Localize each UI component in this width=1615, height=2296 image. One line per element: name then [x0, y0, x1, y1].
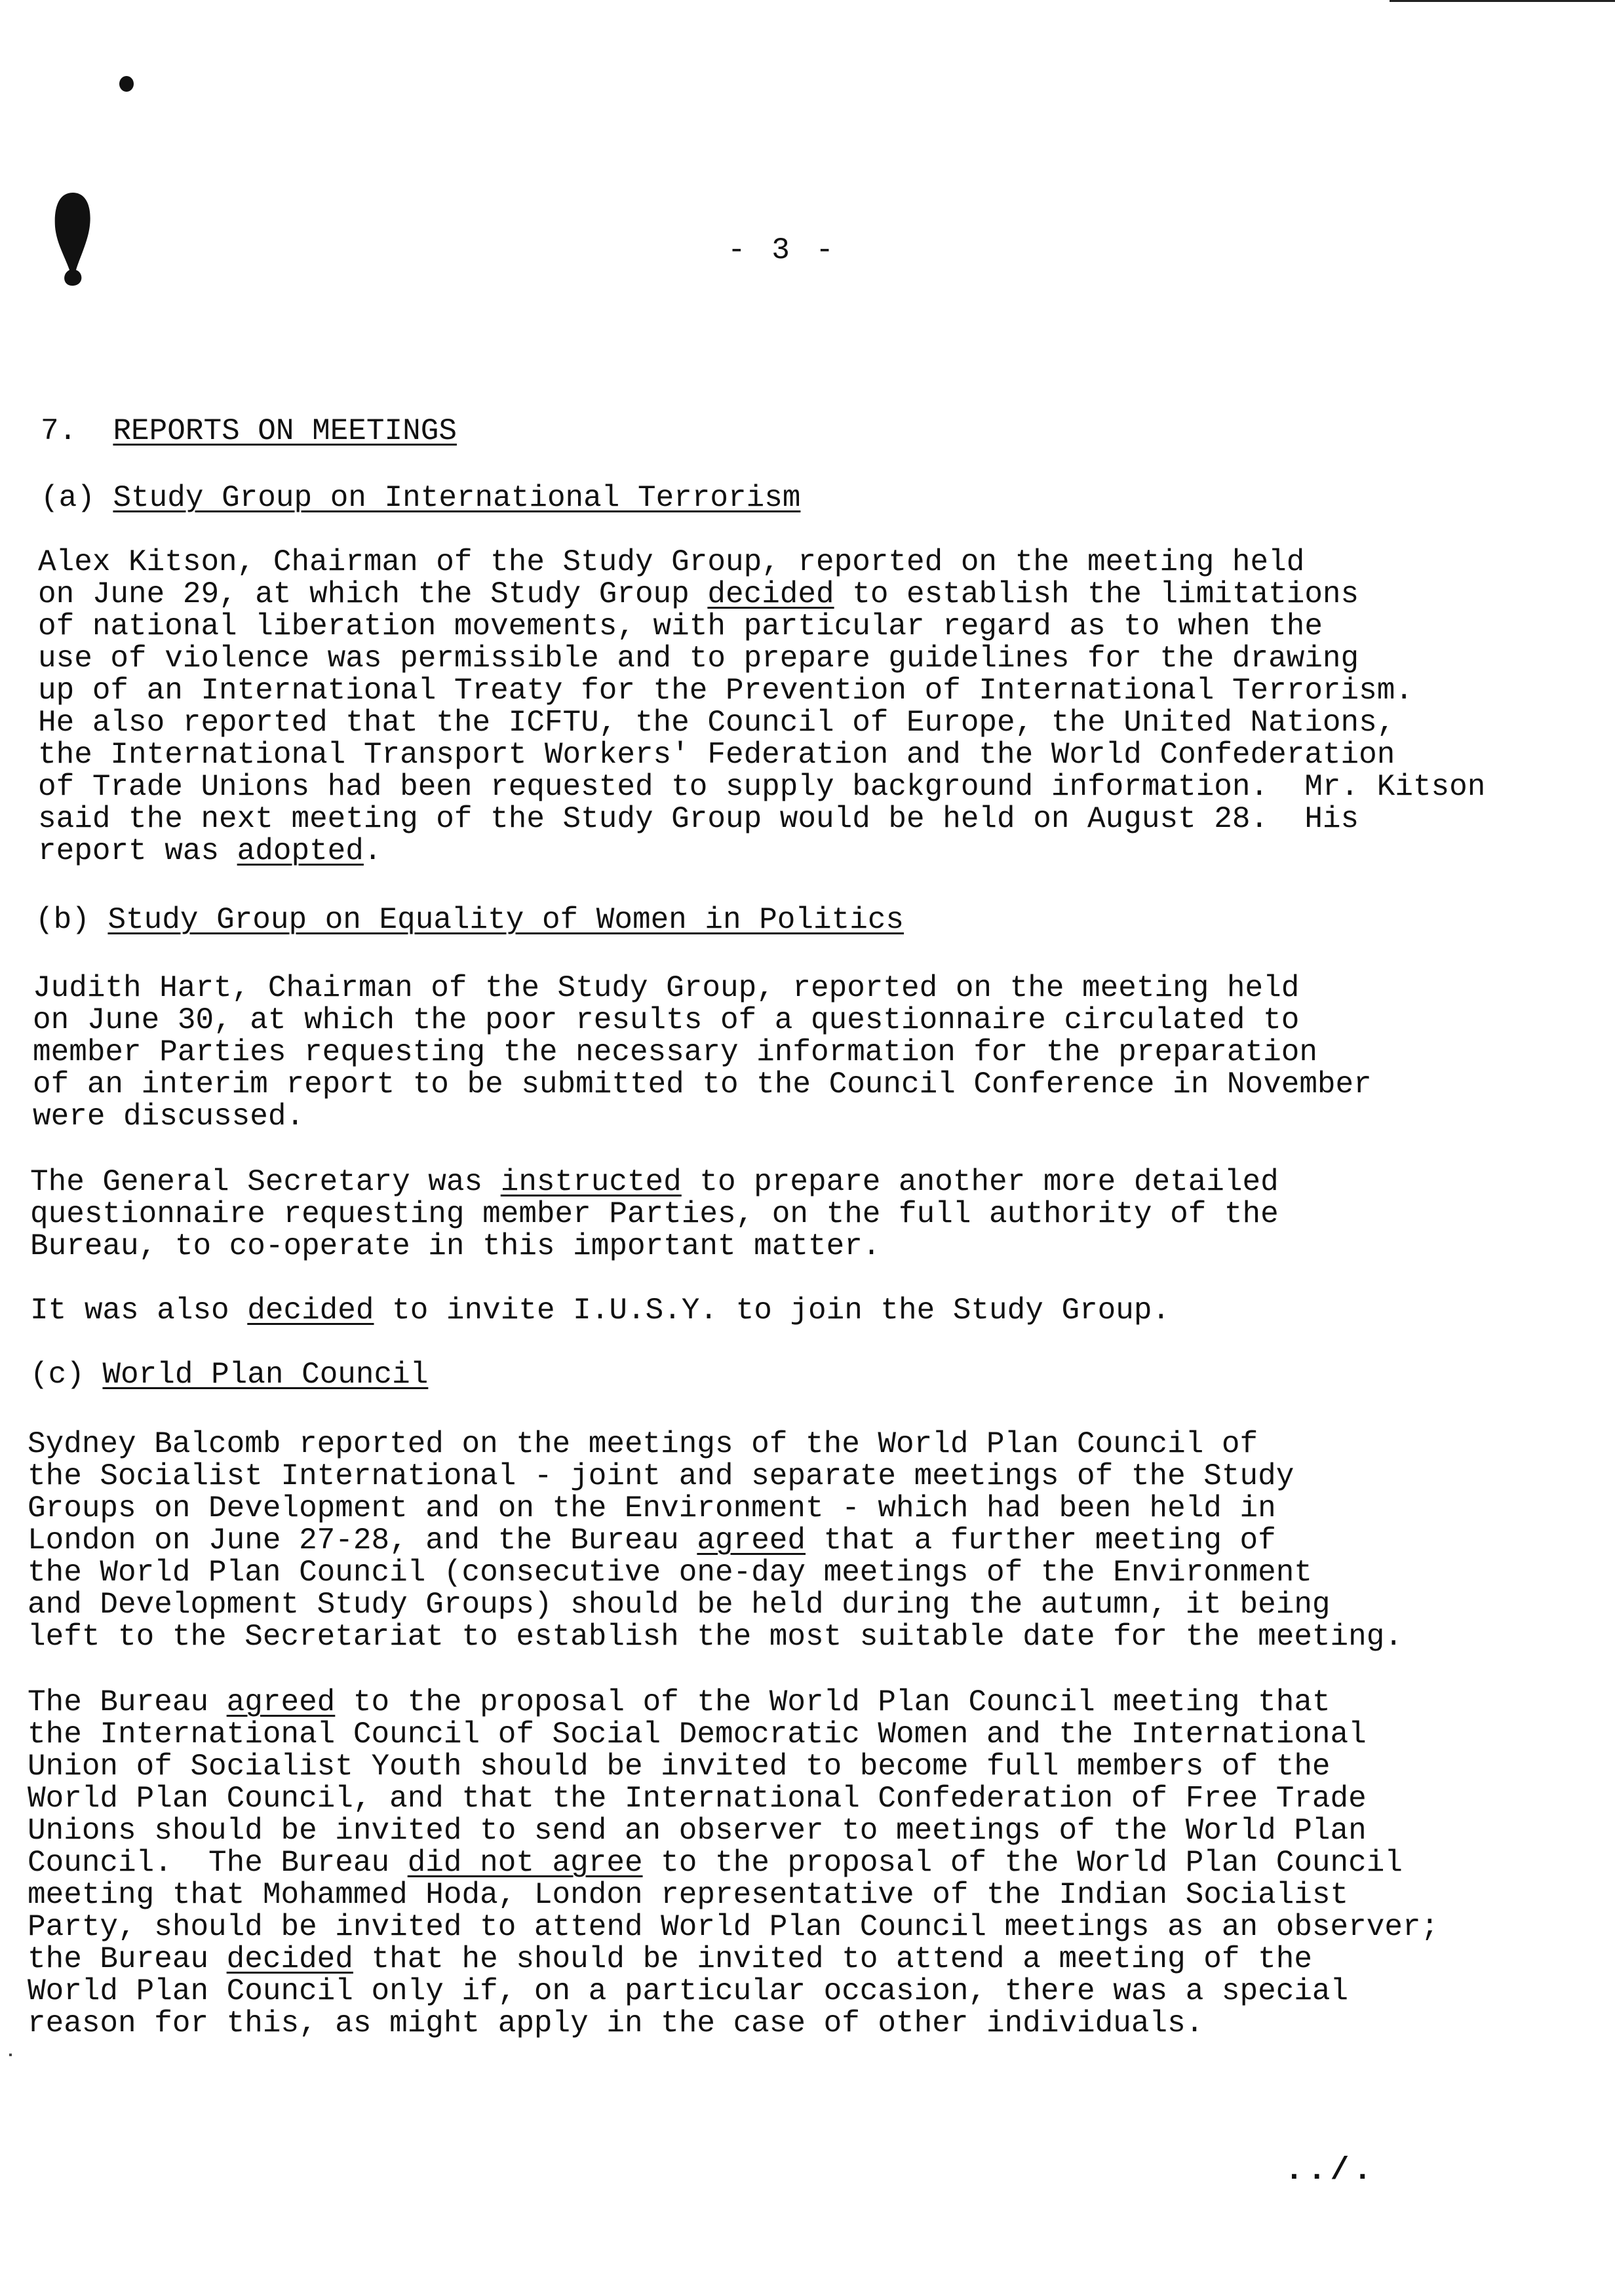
text-line: were discussed.: [33, 1100, 305, 1134]
text-line: Unions should be invited to send an observer to meetings of the World Plan: [28, 1814, 1367, 1848]
subsection-c-title: World Plan Council: [102, 1358, 429, 1392]
text-line: The General Secretary was instructed to prepare another more detailed: [30, 1165, 1279, 1199]
section-heading: [41, 414, 457, 448]
emphasis-decided: decided: [707, 577, 834, 611]
emphasis-instructed: instructed: [500, 1165, 682, 1199]
text-line: Judith Hart, Chairman of the Study Group, reported on the meeting held: [33, 971, 1300, 1005]
ink-dot-mark: [119, 76, 134, 92]
emphasis-decided: decided: [247, 1293, 374, 1328]
text-line: the International Transport Workers' Federation and the World Confederation: [38, 738, 1395, 772]
emphasis-did-not-agree: did not agree: [407, 1846, 643, 1880]
text-line: up of an International Treaty for the Prevention of International Terrorism.: [38, 674, 1413, 708]
text-line: World Plan Council, and that the International Confederation of Free Trade: [28, 1782, 1367, 1816]
subsection-b-paragraph-2: [30, 1166, 1279, 1263]
text-line: of national liberation movements, with particular regard as to when the: [38, 609, 1323, 643]
subsection-a-title: Study Group on International Terrorism: [113, 481, 801, 515]
text-line: London on June 27-28, and the Bureau agreed that a further meeting of: [28, 1523, 1276, 1558]
section-number: 7.: [41, 414, 77, 448]
subsection-c-paragraph-1: [28, 1428, 1403, 1653]
emphasis-agreed: agreed: [226, 1685, 336, 1719]
subsection-b-paragraph-3: [30, 1295, 1170, 1327]
subsection-b-heading: [35, 903, 904, 937]
text-line: He also reported that the ICFTU, the Council of Europe, the United Nations,: [38, 706, 1395, 740]
subsection-c-label: (c): [30, 1358, 85, 1392]
subsection-a-label: (a): [41, 481, 95, 515]
subsection-c-heading: [30, 1358, 428, 1392]
text-line: the Bureau decided that he should be invited to attend a meeting of the: [28, 1942, 1312, 1976]
text-line: left to the Secretariat to establish the most suitable date for the meeting.: [28, 1620, 1403, 1654]
ink-blot-mark: [50, 190, 96, 288]
text-line: of an interim report to be submitted to the Council Conference in November: [33, 1067, 1372, 1101]
text-line: It was also decided to invite I.U.S.Y. to join the Study Group.: [30, 1293, 1171, 1328]
text-line: Council. The Bureau did not agree to the proposal of the World Plan Council: [28, 1846, 1403, 1880]
subsection-b-title: Study Group on Equality of Women in Politics: [107, 903, 905, 937]
emphasis-decided: decided: [226, 1942, 353, 1976]
text-line: report was adopted.: [38, 834, 382, 868]
text-line: The Bureau agreed to the proposal of the World Plan Council meeting that: [28, 1685, 1331, 1719]
text-line: the International Council of Social Democratic Women and the International: [28, 1717, 1367, 1751]
text-line: and Development Study Groups) should be held during the autumn, it being: [28, 1588, 1331, 1622]
page-number: - 3 -: [728, 233, 838, 267]
text-line: use of violence was permissible and to prepare guidelines for the drawing: [38, 641, 1359, 676]
text-line: member Parties requesting the necessary information for the preparation: [33, 1035, 1317, 1069]
text-line: reason for this, as might apply in the case of other individuals.: [28, 2006, 1204, 2040]
text-line: questionnaire requesting member Parties, on the full authority of the: [30, 1197, 1279, 1231]
subsection-b-paragraph-1: [33, 972, 1372, 1133]
text-line: Alex Kitson, Chairman of the Study Group, reported on the meeting held: [38, 545, 1305, 579]
emphasis-agreed: agreed: [697, 1523, 806, 1558]
text-line: Groups on Development and on the Environment - which had been held in: [28, 1491, 1276, 1525]
text-line: Party, should be invited to attend World Plan Council meetings as an observer;: [28, 1910, 1439, 1944]
text-line: meeting that Mohammed Hoda, London representative of the Indian Socialist: [28, 1878, 1349, 1912]
text-line: the Socialist International - joint and separate meetings of the Study: [28, 1459, 1294, 1493]
emphasis-adopted: adopted: [237, 834, 364, 868]
subsection-b-label: (b): [35, 903, 90, 937]
section-title: REPORTS ON MEETINGS: [113, 414, 457, 448]
text-line: the World Plan Council (consecutive one-day meetings of the Environment: [28, 1556, 1312, 1590]
text-line: on June 30, at which the poor results of a questionnaire circulated to: [33, 1003, 1300, 1037]
continuation-mark: ../.: [1285, 2153, 1376, 2189]
text-line: World Plan Council only if, on a particular occasion, there was a special: [28, 1974, 1349, 2008]
paper-speck: [9, 2054, 12, 2056]
text-line: Sydney Balcomb reported on the meetings of the World Plan Council of: [28, 1427, 1258, 1461]
subsection-c-paragraph-2: [28, 1687, 1439, 2040]
text-line: said the next meeting of the Study Group would be held on August 28. His: [38, 802, 1359, 836]
top-edge-rule: [1390, 0, 1615, 2]
subsection-a-heading: [41, 481, 800, 515]
subsection-a-paragraph: [38, 546, 1485, 868]
text-line: of Trade Unions had been requested to supply background information. Mr. Kitson: [38, 770, 1486, 804]
text-line: on June 29, at which the Study Group decided to establish the limitations: [38, 577, 1359, 611]
text-line: Bureau, to co-operate in this important matter.: [30, 1229, 881, 1263]
text-line: Union of Socialist Youth should be invited to become full members of the: [28, 1750, 1331, 1784]
